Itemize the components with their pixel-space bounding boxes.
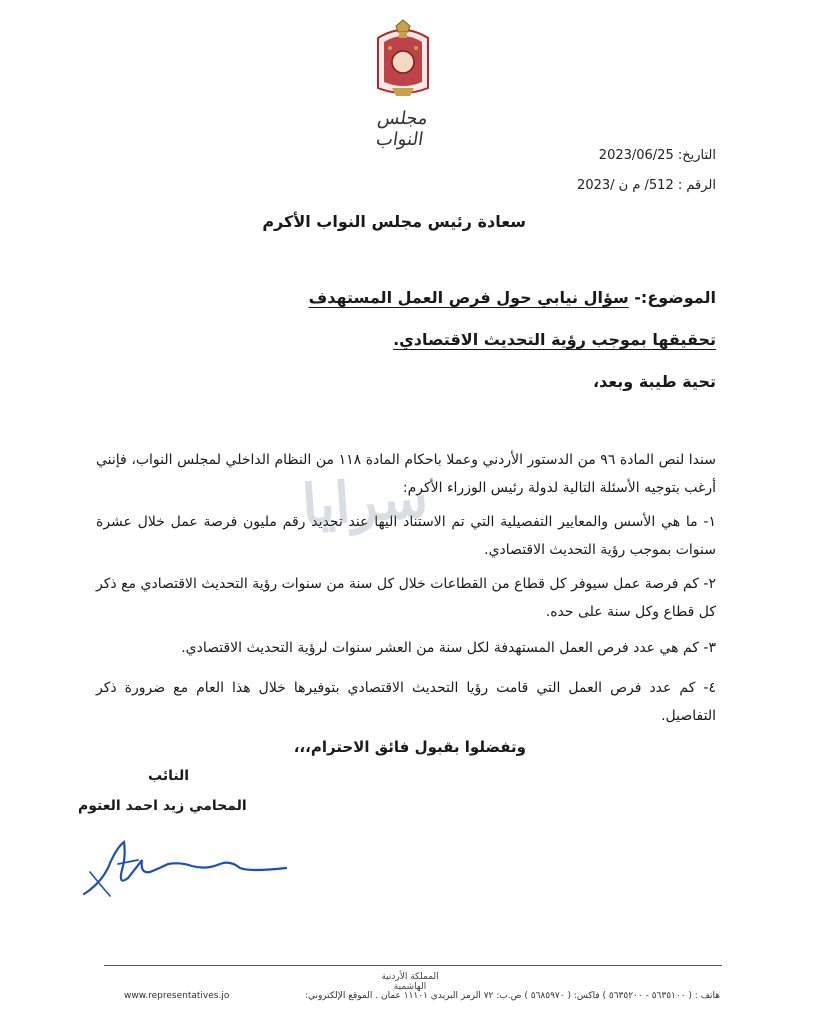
- signatory-name: المحامي زيد احمد العتوم: [78, 798, 247, 814]
- question-3: ٣- كم هي عدد فرص العمل المستهدفة لكل سنة من العشر سنوات لرؤية التحديث الاقتصادي.: [181, 640, 716, 656]
- question-4: ٤- كم عدد فرص العمل التي قامت رؤيا التحديث الاقتصادي بتوفيرها خلال هذا العام مع ضرورة ذكر التفاصيل.: [96, 680, 716, 724]
- reference-label: الرقم :: [677, 178, 716, 193]
- footer-divider: [104, 965, 722, 966]
- signatory-title: النائب: [148, 768, 190, 784]
- footer-website: www.representatives.jo: [124, 991, 230, 1001]
- subject-text-1: سؤال نيابي حول فرص العمل المستهدف: [308, 288, 629, 307]
- subject-label: الموضوع:-: [634, 288, 716, 307]
- intro-paragraph: سندا لنص المادة ٩٦ من الدستور الأردني وعملا باحكام المادة ١١٨ من النظام الداخلي لمجلس النواب، فإنني أرغب بتوجيه الأسئلة التالية لدولة رئيس الوزراء الأكرم:: [96, 452, 716, 496]
- watermark-text: سرايا: [299, 464, 431, 539]
- subject-line-1: [309, 288, 716, 307]
- footer-contact: [124, 991, 720, 1001]
- date-value: 2023/06/25: [598, 148, 674, 163]
- footer-address: هاتف : ( ٥٦٣٥١٠٠ - ٥٦٣٥٢٠٠ ) فاكس: ( ٥٦٨٥٩٧٠ ) ص.ب: ٧٢ الرمز البريدي ١١١٠١ عمان . الموقع الإلكتروني:: [304, 991, 720, 1001]
- institution-logo-text: مجلس النواب: [374, 108, 430, 150]
- reference-line: [577, 178, 716, 193]
- reference-value: 512/ م ن /2023: [577, 178, 674, 193]
- footer-logo-text: المملكة الأردنية الهاشمية: [381, 972, 439, 992]
- coat-of-arms-icon: [370, 18, 436, 100]
- addressee: سعادة رئيس مجلس النواب الأكرم: [262, 212, 526, 231]
- date-line: [599, 148, 716, 163]
- subject-text-2: تحقيقها بموجب رؤية التحديث الاقتصادي.: [393, 330, 716, 349]
- greeting: تحية طيبة وبعد،: [592, 372, 716, 391]
- question-2: ٢- كم فرصة عمل سيوفر كل قطاع من القطاعات خلال كل سنة من سنوات رؤية التحديث الاقتصادي مع ذكر كل قطاع وكل سنة على حده.: [96, 576, 716, 620]
- handwritten-signature: [80, 812, 290, 908]
- date-label: التاريخ:: [677, 148, 716, 163]
- question-1: ١- ما هي الأسس والمعايير التفصيلية التي تم الاستناد اليها عند تحديد رقم مليون فرصة عمل خلال عشرة سنوات بموجب رؤية التحديث الاقتصادي.: [96, 514, 716, 558]
- watermark: [299, 464, 431, 578]
- closing-phrase: وتفضلوا بقبول فائق الاحترام،،،: [293, 738, 526, 756]
